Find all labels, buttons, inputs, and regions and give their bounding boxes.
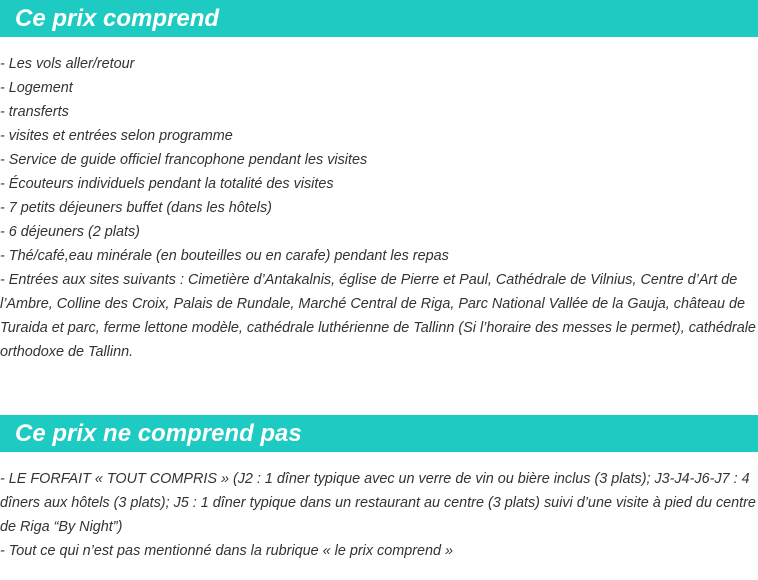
list-item: - Entrées aux sites suivants : Cimetière d’Antakalnis, église de Pierre et Paul, Cathédrale de Vilnius, Centre d’Art de l’Ambre, Colline des Croix, Palais de Rundale, Marché Central de Riga, Parc National Vallée de la Gauja, château de Turaida et parc, ferme lettone modèle, cathédrale luthérienne de Tallinn (Si l’horaire des messes le permet), cathédrale orthodoxe de Tallinn. bbox=[0, 272, 756, 360]
list-item: - 6 déjeuners (2 plats) bbox=[0, 224, 140, 240]
list-item: - Service de guide officiel francophone pendant les visites bbox=[0, 152, 368, 168]
excludes-section-title: Ce prix ne comprend pas bbox=[0, 415, 758, 452]
list-item: - Écouteurs individuels pendant la totalité des visites bbox=[0, 176, 334, 192]
excludes-list bbox=[0, 467, 758, 563]
list-item: - Tout ce qui n’est pas mentionné dans la rubrique « le prix comprend » bbox=[0, 543, 454, 559]
list-item: - Les vols aller/retour bbox=[0, 56, 135, 72]
list-item: - transferts bbox=[0, 104, 69, 120]
list-item: - Logement bbox=[0, 80, 73, 96]
includes-list bbox=[0, 52, 758, 364]
list-item: - Thé/café,eau minérale (en bouteilles ou en carafe) pendant les repas bbox=[0, 248, 449, 264]
list-item: - visites et entrées selon programme bbox=[0, 128, 233, 144]
includes-section-title: Ce prix comprend bbox=[0, 0, 758, 37]
list-item: - 7 petits déjeuners buffet (dans les hôtels) bbox=[0, 200, 272, 216]
list-item: - LE FORFAIT « TOUT COMPRIS » (J2 : 1 dîner typique avec un verre de vin ou bière inclus (3 plats); J3-J4-J6-J7 : 4 dîners aux hôtels (3 plats); J5 : 1 dîner typique dans un restaurant au centre (3 plats) suivi d’une visite à pied du centre de Riga “By Night”) bbox=[0, 471, 756, 535]
